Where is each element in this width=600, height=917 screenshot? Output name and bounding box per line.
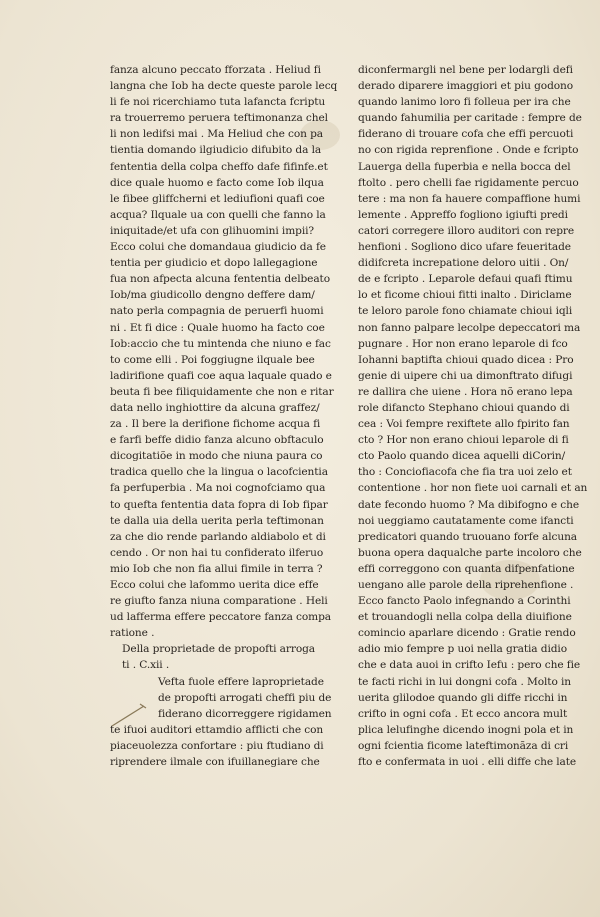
text-line: comincio aparlare dicendo : Gratie rendo xyxy=(358,627,576,640)
text-line: date fecondo huomo ? Ma dibifogno e che xyxy=(358,498,579,511)
text-line: te ifuoi auditori ettamdio afflicti che con xyxy=(110,723,324,736)
text-line: ti . C.xii . xyxy=(122,659,170,672)
text-line: tradica quello che la lingua o lacofcientia xyxy=(110,466,328,479)
text-line: le fibee gliffcherni et lediufioni quafi coe xyxy=(110,192,325,205)
marginal-pen-mark xyxy=(110,700,150,730)
text-line: fanza alcuno peccato fforzata . Heliud fi xyxy=(110,64,321,76)
text-line: noi ueggiamo cautatamente come ifancti xyxy=(358,514,574,527)
text-line: no con rigida reprenfione . Onde e fcripto xyxy=(358,144,579,157)
text-line: et trouandogli nella colpa della diuifione xyxy=(358,611,572,624)
text-line: re giufto fanza niuna comparatione . Heli xyxy=(110,595,328,608)
text-line: tientia domando ilgiudicio difubito da la xyxy=(110,144,322,157)
right-text-column xyxy=(358,62,590,770)
text-line: za . Il bere la derifione fichome acqua fi xyxy=(110,418,321,431)
text-line: acqua? Ilquale ua con quelli che fanno la xyxy=(110,208,326,221)
text-line: cto ? Hor non erano chioui leparole di fi xyxy=(358,434,569,447)
text-line: de propofti arrogati cheffi piu de xyxy=(158,691,332,704)
text-line: ni . Et fi dice : Quale huomo ha facto coe xyxy=(110,321,325,334)
text-line: fua non afpecta alcuna fententia delbeato xyxy=(110,273,330,286)
text-line: contentione . hor non fiete uoi carnali et an xyxy=(358,482,588,495)
text-line: fto e confermata in uoi . elli diffe che late xyxy=(358,756,577,769)
text-line: catori corregere illoro auditori con repre xyxy=(358,224,575,237)
text-line: uengano alle parole della riprehenfione . xyxy=(358,579,574,591)
text-line: iniquitade/et ufa con glihuomini impii? xyxy=(110,224,314,237)
text-line: cendo . Or non hai tu confiderato ilferuo xyxy=(110,546,324,559)
text-line: che e data auoi in crifto Iefu : pero che fie xyxy=(358,659,581,672)
text-line: Della proprietade de propofti arroga xyxy=(122,643,315,656)
text-line: Iob/ma giudicollo dengno deffere dam/ xyxy=(110,289,315,302)
text-line: fiderano di trouare cofa che effi percuoti xyxy=(358,128,574,141)
text-line: beuta fi bee filiquidamente che non e ritar xyxy=(110,385,334,398)
text-line: cto Paolo quando dicea aquelli diCorin/ xyxy=(358,450,566,463)
text-line: dicogitatiõe in modo che niuna paura co xyxy=(110,450,323,463)
text-line: data nello inghiottire da alcuna graffez/ xyxy=(110,401,320,414)
text-line: Ecco colui che domandaua giudicio da fe xyxy=(110,241,326,254)
text-line: Iohanni baptifta chioui quado dicea : Pro xyxy=(358,353,574,366)
text-line: mio Iob che non fia allui fimile in terra ? xyxy=(110,562,323,575)
text-line: fiderano dicorreggere rigidamen xyxy=(158,707,332,720)
text-line: lemente . Appreffo fogliono igiufti predi xyxy=(358,208,568,221)
text-line: ra trouerremo peruera teftimonanza chel xyxy=(110,112,328,125)
text-line: tere : ma non fa hauere compaffione humi xyxy=(358,192,581,205)
text-line: cea : Voi fempre rexiftete allo fpirito fan xyxy=(358,418,570,431)
text-line: te facti richi in lui dongni cofa . Molto in xyxy=(358,675,572,688)
text-line: genie di uipere chi ua dimonftrato difugi xyxy=(358,369,573,382)
text-line: plica lelufinghe dicendo inogni pola et in xyxy=(358,723,574,736)
text-line: e farfi beffe didio fanza alcuno obftaculo xyxy=(110,434,324,447)
text-line: crifto in ogni cofa . Et ecco ancora mult xyxy=(358,707,568,720)
text-line: riprendere ilmale con ifuillanegiare che xyxy=(110,756,320,769)
text-line: tho : Conciofiacofa che fia tra uoi zelo et xyxy=(358,466,572,479)
text-line: henfioni . Sogliono dico ufare feueritade xyxy=(358,241,571,254)
text-line: dice quale huomo e facto come Iob ilqua xyxy=(110,176,324,189)
text-line: te dalla uia della uerita perla teftimonan xyxy=(110,514,324,527)
text-line: pugnare . Hor non erano leparole di fco xyxy=(358,337,568,350)
text-line: adio mio fempre p uoi nella gratia didio xyxy=(358,643,567,656)
text-line: derado diparere imaggiori et piu godono xyxy=(358,80,574,93)
text-line: predicatori quando truouano forfe alcuna xyxy=(358,530,578,543)
text-line: quando lanimo loro fi folleua per ira che xyxy=(358,96,571,109)
text-line: piaceuolezza confortare : piu ftudiano di xyxy=(110,739,324,752)
text-line: za che dio rende parlando aldiabolo et di xyxy=(110,530,326,543)
text-line: ud lafferma effere peccatore fanza compa xyxy=(110,611,332,624)
text-line: Lauerga della fuperbia e nella bocca del xyxy=(358,160,571,173)
text-line: ratione . xyxy=(110,627,155,640)
text-line: de e fcripto . Leparole defaui quafi ftimu xyxy=(358,273,573,286)
text-line: buona opera daqualche parte incoloro che xyxy=(358,546,582,559)
text-line: Vefta fuole effere laproprietade xyxy=(158,675,324,688)
text-line: to quefta fententia data fopra di Iob fipar xyxy=(110,498,328,511)
text-line: lo et ficome chioui fitti inalto . Diriclame xyxy=(358,289,572,302)
text-line: role difancto Stephano chioui quando di xyxy=(358,401,570,414)
text-line: ogni fcientia ficome lateftimonãza di cri xyxy=(358,739,569,752)
text-line: fententia della colpa cheffo dafe fifinfe.et xyxy=(110,160,328,173)
text-line: ladirifione quafi coe aqua laquale quado e xyxy=(110,369,332,382)
text-line: Iob:accio che tu mintenda che niuno e fac xyxy=(110,337,331,350)
text-line: Ecco fancto Paolo infegnando a Corinthi xyxy=(358,595,571,608)
text-line: effi correggono con quanta difpenfatione xyxy=(358,562,575,575)
text-line: li non ledifsi mai . Ma Heliud che con pa xyxy=(110,128,324,141)
text-line: uerita glilodoe quando gli diffe ricchi in xyxy=(358,691,568,704)
text-line: quando fahumilia per caritade : fempre de xyxy=(358,112,582,125)
text-line: diconfermargli nel bene per lodargli defi xyxy=(358,64,573,76)
text-line: li fe noi ricerchiamo tuta lafancta fcriptu xyxy=(110,96,326,109)
text-line: to come elli . Poi foggiugne ilquale bee xyxy=(110,353,315,366)
text-line: nato perla compagnia de peruerfi huomi xyxy=(110,305,324,318)
text-line: didifcreta increpatione deloro uitii . On/ xyxy=(358,257,569,270)
text-line: re dallira che uiene . Hora nõ erano lepa xyxy=(358,385,573,398)
text-line: tentia per giudicio et dopo lallegagione xyxy=(110,257,318,270)
text-line: ftolto . pero chelli fae rigidamente percuo xyxy=(358,176,579,189)
text-line: te leloro parole fono chiamate chioui iqli xyxy=(358,305,573,318)
text-line: langna che Iob ha decte queste parole lecq xyxy=(110,80,338,93)
left-text-column xyxy=(110,62,342,770)
text-line: Ecco colui che lafommo uerita dice effe xyxy=(110,579,319,591)
text-line: non fanno palpare lecolpe depeccatori ma xyxy=(358,321,581,334)
text-line: fa perfuperbia . Ma noi cognofciamo qua xyxy=(110,482,326,495)
